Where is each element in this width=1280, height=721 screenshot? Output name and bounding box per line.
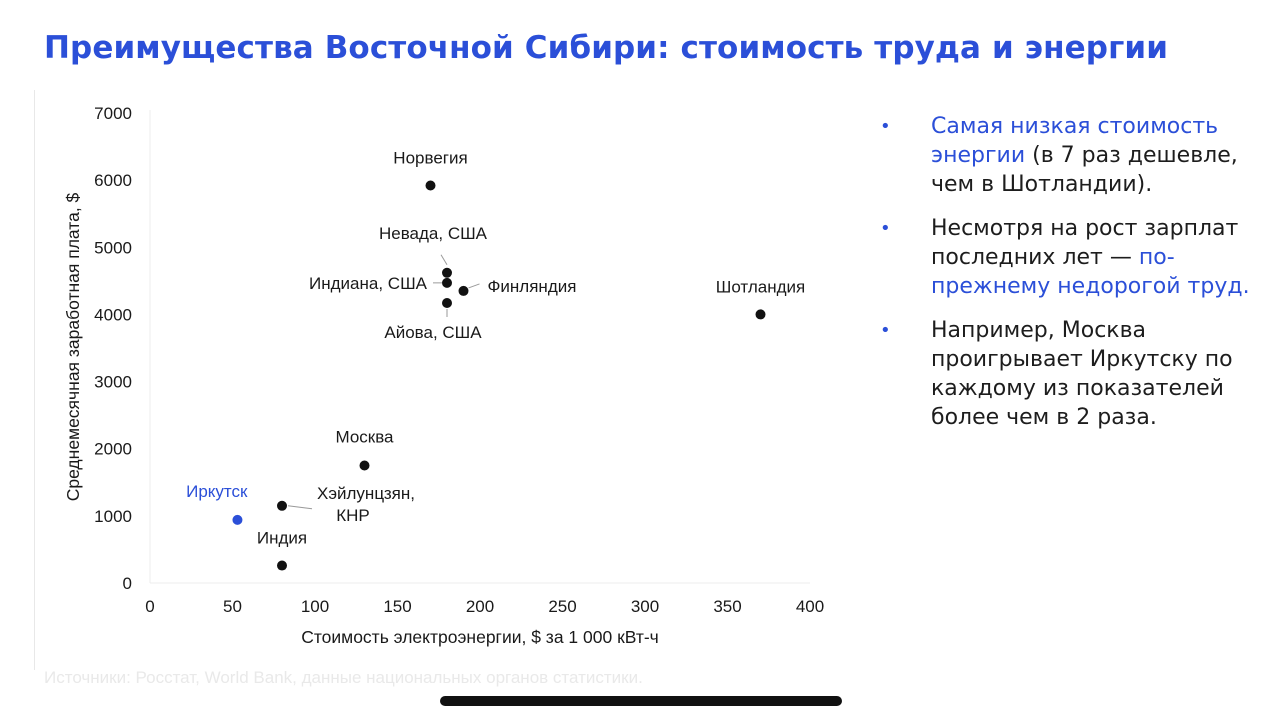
x-tick-label: 50: [223, 597, 242, 616]
leader-lines: [288, 255, 480, 509]
bullet-dot-icon: •: [880, 320, 891, 341]
data-point: [442, 268, 452, 278]
bullet-dot-icon: •: [880, 116, 891, 137]
x-tick-label: 400: [795, 597, 825, 616]
page-title: Преимущества Восточной Сибири: стоимость труда и энергии: [44, 30, 1169, 66]
leader-line: [441, 255, 447, 265]
data-point: [459, 286, 469, 296]
bullet-item: [878, 214, 1258, 301]
data-point: [232, 515, 242, 525]
point-label: Иркутск: [186, 481, 248, 501]
x-tick-label: 100: [300, 597, 330, 616]
data-point: [756, 309, 766, 319]
data-point: [360, 461, 370, 471]
y-tick-label: 2000: [94, 439, 132, 459]
x-tick-label: 350: [713, 597, 742, 616]
data-point: [277, 561, 287, 571]
y-tick-label: 7000: [94, 104, 132, 123]
home-indicator[interactable]: [440, 696, 842, 706]
y-tick-label: 6000: [94, 171, 132, 191]
bullet-text: Например, Москва проигрывает Иркутску по каждому из показателей более чем в 2 раза.: [931, 318, 1233, 430]
x-tick-label: 200: [465, 597, 495, 616]
point-label: Айова, США: [384, 323, 482, 343]
point-label: Хэйлунцзян, КНР: [317, 483, 415, 525]
bullet-highlight-text: Самая низкая стоимость энергии: [931, 114, 1219, 168]
x-tick-label: 300: [630, 597, 660, 616]
x-axis-label: Стоимость электроэнергии, $ за 1 000 кВт-ч: [301, 627, 659, 647]
data-point: [442, 278, 452, 288]
bullet-highlight-text: по-прежнему недорогой труд.: [931, 245, 1250, 299]
y-tick-labels: [94, 104, 132, 593]
bullet-list: [878, 112, 1258, 447]
y-axis-label: Среднемесячная заработная плата, $: [63, 192, 83, 502]
leader-line: [288, 506, 312, 509]
bullet-dot-icon: •: [880, 218, 891, 239]
point-label: Москва: [335, 427, 394, 447]
bullet-item: [878, 112, 1258, 199]
x-tick-labels: [145, 597, 824, 616]
data-point: [426, 181, 436, 191]
bullet-item: [878, 316, 1258, 432]
point-label: Индиана, США: [309, 273, 427, 293]
data-point: [277, 501, 287, 511]
y-tick-label: 1000: [94, 506, 132, 526]
point-label: Индия: [256, 528, 308, 548]
data-points: [232, 181, 765, 571]
y-tick-label: 5000: [94, 238, 132, 258]
x-tick-label: 0: [145, 597, 155, 616]
point-label: Финляндия: [487, 276, 577, 296]
point-labels: [186, 149, 805, 548]
bullet-text: Несмотря на рост зарплат последних лет —: [931, 216, 1239, 270]
point-label: Невада, США: [378, 223, 488, 243]
y-tick-label: 4000: [94, 305, 132, 325]
bullet-text: (в 7 раз дешевле, чем в Шотландии).: [931, 143, 1238, 197]
x-tick-label: 150: [383, 597, 412, 616]
point-label: Норвегия: [393, 148, 468, 168]
y-tick-label: 0: [122, 574, 132, 593]
data-point: [442, 298, 452, 308]
y-tick-label: 3000: [94, 372, 132, 392]
x-tick-label: 250: [548, 597, 577, 616]
source-note: Источники: Росстат, World Bank, данные национальных органов статистики.: [44, 668, 643, 687]
point-label: Шотландия: [715, 277, 806, 297]
leader-line: [469, 284, 480, 288]
